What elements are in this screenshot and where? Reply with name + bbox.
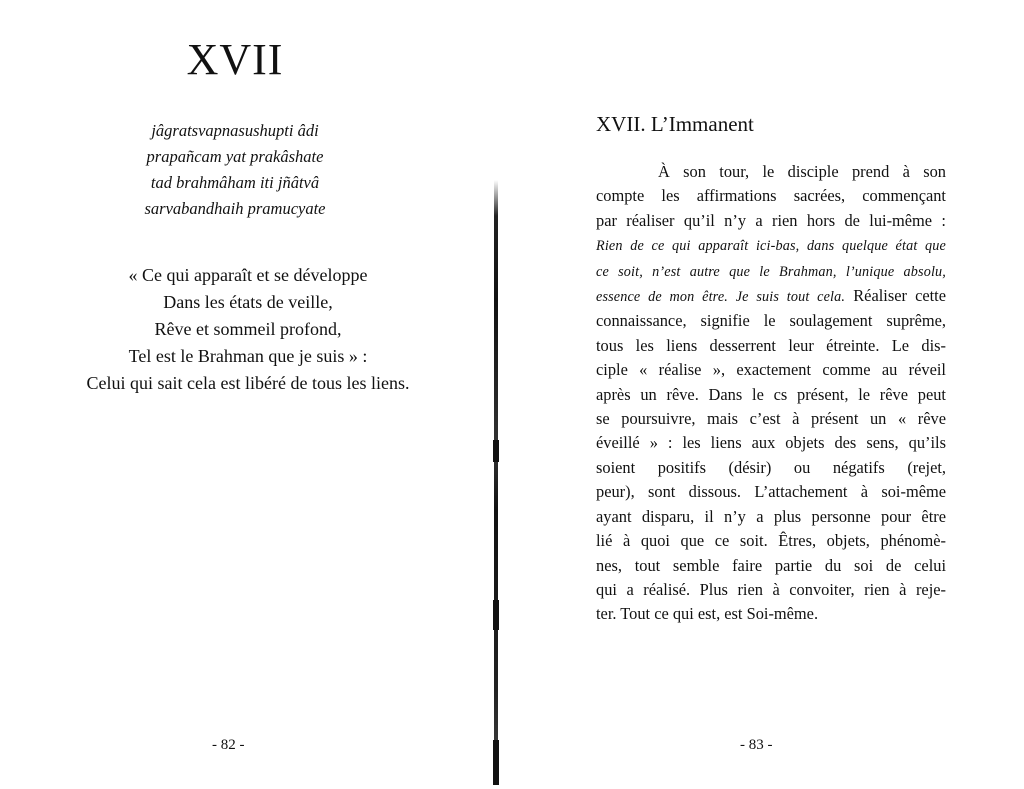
page-number: - 83 - — [740, 737, 773, 753]
body-text-run: par réaliser qu’il n’y a rien hors de lui-même : — [596, 210, 946, 230]
translation-line: Dans les états de veille, — [163, 292, 333, 312]
translation-line: Tel est le Brahman que je suis » : — [128, 346, 368, 366]
body-line — [596, 529, 946, 553]
translation-line: Rêve et sommeil profond, — [154, 319, 342, 339]
body-line — [596, 456, 946, 480]
chapter-title: XVII — [186, 35, 284, 84]
body-line — [596, 259, 946, 284]
body-line — [596, 505, 946, 529]
body-line — [596, 602, 946, 626]
body-line — [596, 184, 946, 208]
gutter-mark — [493, 740, 499, 785]
body-line — [596, 480, 946, 504]
sanskrit-verse — [0, 118, 470, 222]
body-line — [596, 554, 946, 578]
body-text-run: se poursuivre, mais c’est à présent un « rêve — [596, 409, 946, 429]
body-text-run: après un rêve. Dans le cs présent, le rêve peut — [596, 384, 946, 404]
translation-line: « Ce qui apparaît et se développe — [128, 265, 368, 285]
italic-quote: essence de mon être. Je suis tout cela. — [596, 289, 846, 306]
left-page — [0, 0, 492, 789]
italic-quote: ce soit, n’est autre que le Brahman, l’unique absolu, — [596, 263, 946, 280]
sanskrit-line: jâgratsvapnasushupti âdi — [151, 121, 319, 140]
body-text-run: éveillé » : les liens aux objets des sens, qu’ils — [596, 433, 946, 453]
body-paragraph — [596, 160, 946, 627]
body-line — [596, 358, 946, 382]
body-text-run: connaissance, signifie le soulagement suprême, — [596, 311, 946, 331]
page-number: - 82 - — [212, 737, 245, 753]
body-line — [596, 383, 946, 407]
gutter-mark — [493, 600, 499, 630]
body-line — [596, 309, 946, 333]
body-line — [596, 284, 946, 309]
translation-line: Celui qui sait cela est libéré de tous les liens. — [86, 373, 410, 393]
section-title: XVII. L’Immanent — [596, 112, 754, 136]
body-text-run: ter. Tout ce qui est, est Soi-même. — [596, 604, 819, 624]
sanskrit-line: prapañcam yat prakâshate — [146, 147, 324, 166]
body-text-run: lié à quoi que ce soit. Êtres, objets, phénomè- — [596, 531, 946, 551]
body-line — [596, 209, 946, 233]
body-text-run: compte les affirmations sacrées, commençant — [596, 186, 946, 206]
body-line — [596, 431, 946, 455]
verse-translation — [28, 262, 468, 397]
body-text-run: Réaliser cette — [853, 286, 947, 306]
body-text-run: soient positifs (désir) ou négatifs (rejet, — [596, 457, 946, 477]
right-page — [504, 0, 1024, 789]
body-text-run: ayant disparu, il n’y a plus personne pour être — [596, 506, 946, 526]
book-gutter — [494, 180, 498, 780]
body-line — [596, 407, 946, 431]
body-line — [596, 334, 946, 358]
body-text-run: nes, tout semble faire partie du soi de celui — [596, 555, 946, 575]
sanskrit-line: sarvabandhaih pramucyate — [144, 199, 326, 218]
body-line — [596, 233, 946, 258]
body-text-run: À son tour, le disciple prend à son — [658, 162, 946, 181]
body-text-run: qui a réalisé. Plus rien à convoiter, rien à reje- — [596, 579, 946, 599]
italic-quote: Rien de ce qui apparaît ici-bas, dans quelque état que — [596, 238, 946, 255]
body-text-run: tous les liens desserrent leur étreinte. Le dis- — [596, 335, 946, 355]
body-line — [596, 578, 946, 602]
gutter-mark — [493, 440, 499, 462]
body-text-run: peur), sont dissous. L’attachement à soi-même — [596, 482, 946, 502]
body-text-run: ciple « réalise », exactement comme au réveil — [596, 360, 946, 380]
sanskrit-line: tad brahmâham iti jñâtvâ — [150, 173, 320, 192]
body-line — [596, 160, 946, 184]
